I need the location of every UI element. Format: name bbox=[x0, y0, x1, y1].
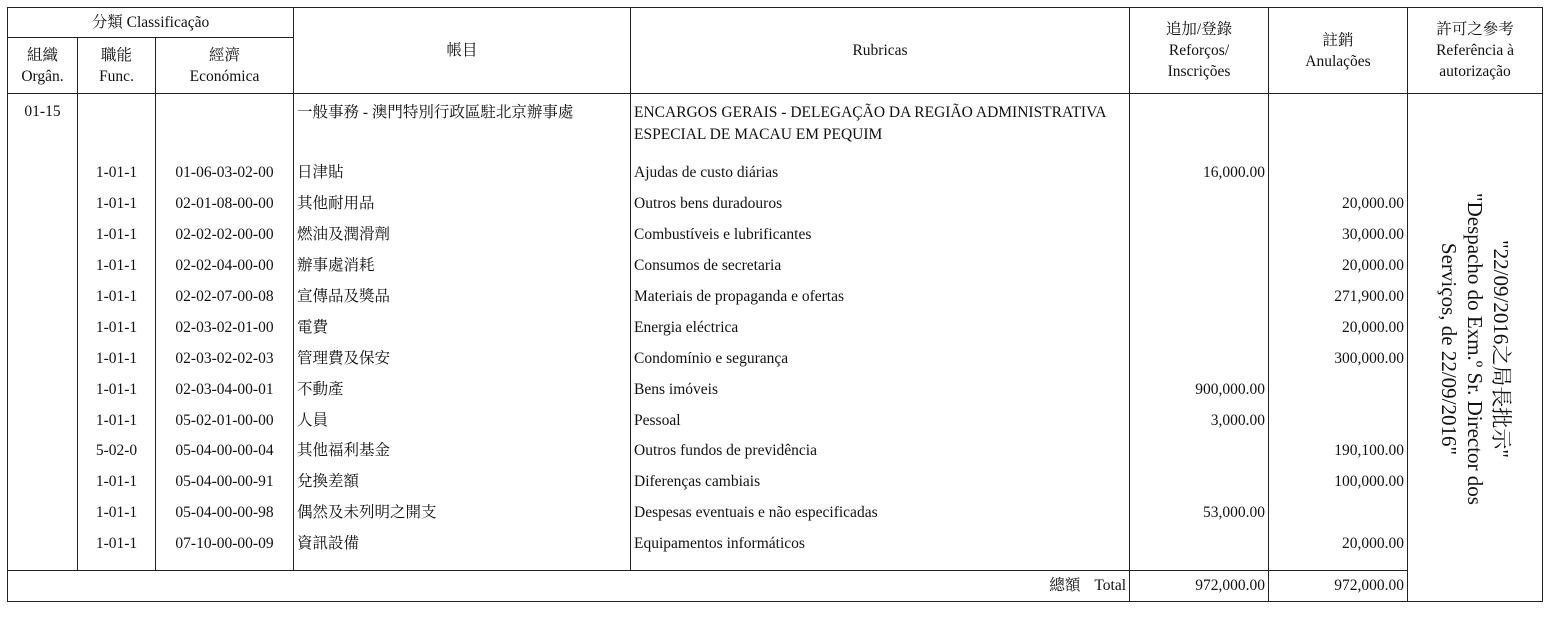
total-label bbox=[8, 570, 1130, 601]
eco-header-zh: 經濟 bbox=[209, 46, 241, 64]
anulacoes-header-pt: Anulações bbox=[1305, 52, 1371, 70]
row-reforcos bbox=[1130, 467, 1269, 498]
total-anulacoes: 972,000.00 bbox=[1269, 570, 1408, 601]
section-row bbox=[8, 94, 1543, 159]
row-anulacoes bbox=[1269, 498, 1408, 529]
row-zh: 不動產 bbox=[294, 374, 631, 405]
row-pt: Condomínio e segurança bbox=[631, 343, 1130, 374]
row-zh: 兌換差額 bbox=[294, 467, 631, 498]
table-row bbox=[8, 282, 1543, 313]
reference-header bbox=[1408, 8, 1543, 94]
row-pt: Consumos de secretaria bbox=[631, 251, 1130, 282]
row-reforcos bbox=[1130, 220, 1269, 251]
row-eco: 02-01-08-00-00 bbox=[156, 189, 294, 220]
row-eco: 02-03-02-02-03 bbox=[156, 343, 294, 374]
row-zh: 偶然及未列明之開支 bbox=[294, 498, 631, 529]
table-row bbox=[8, 374, 1543, 405]
row-reforcos bbox=[1130, 282, 1269, 313]
row-anulacoes: 100,000.00 bbox=[1269, 467, 1408, 498]
classification-header: 分類 Classificação bbox=[8, 8, 294, 38]
row-reforcos bbox=[1130, 312, 1269, 343]
reference-text bbox=[1436, 193, 1514, 505]
row-anulacoes bbox=[1269, 158, 1408, 189]
row-pt: Outros fundos de previdência bbox=[631, 436, 1130, 467]
organ-header bbox=[8, 38, 78, 94]
row-pt: Despesas eventuais e não especificadas bbox=[631, 498, 1130, 529]
row-pt: Outros bens duradouros bbox=[631, 189, 1130, 220]
row-eco: 05-04-00-00-91 bbox=[156, 467, 294, 498]
table-row bbox=[8, 220, 1543, 251]
total-label-pt: Total bbox=[1094, 576, 1127, 594]
row-eco: 02-03-04-00-01 bbox=[156, 374, 294, 405]
row-func: 1-01-1 bbox=[78, 529, 156, 570]
row-zh: 人員 bbox=[294, 405, 631, 436]
table-row bbox=[8, 467, 1543, 498]
table-row bbox=[8, 189, 1543, 220]
section-anulacoes bbox=[1269, 94, 1408, 159]
table-row bbox=[8, 343, 1543, 374]
row-reforcos bbox=[1130, 529, 1269, 570]
row-reforcos bbox=[1130, 251, 1269, 282]
row-eco: 07-10-00-00-09 bbox=[156, 529, 294, 570]
row-reforcos bbox=[1130, 189, 1269, 220]
eco-header bbox=[156, 38, 294, 94]
row-reforcos: 900,000.00 bbox=[1130, 374, 1269, 405]
row-eco: 02-02-04-00-00 bbox=[156, 251, 294, 282]
row-eco: 05-02-01-00-00 bbox=[156, 405, 294, 436]
row-func: 1-01-1 bbox=[78, 498, 156, 529]
row-func: 5-02-0 bbox=[78, 436, 156, 467]
func-header-zh: 職能 bbox=[100, 46, 132, 64]
row-func: 1-01-1 bbox=[78, 405, 156, 436]
anulacoes-header-zh: 註銷 bbox=[1322, 31, 1354, 49]
row-pt: Bens imóveis bbox=[631, 374, 1130, 405]
organ-header-zh: 組織 bbox=[26, 46, 58, 64]
table-row bbox=[8, 158, 1543, 189]
eco-header-pt: Económica bbox=[189, 67, 260, 85]
row-func: 1-01-1 bbox=[78, 189, 156, 220]
section-name-zh: 一般事務 - 澳門特別行政區駐北京辦事處 bbox=[294, 94, 631, 159]
reforcos-header-zh: 追加/登錄 bbox=[1165, 21, 1233, 38]
anulacoes-header bbox=[1269, 8, 1408, 94]
table-row bbox=[8, 436, 1543, 467]
row-zh: 宣傳品及獎品 bbox=[294, 282, 631, 313]
total-row bbox=[8, 570, 1543, 601]
row-anulacoes bbox=[1269, 405, 1408, 436]
row-zh: 其他福利基金 bbox=[294, 436, 631, 467]
row-zh: 辦事處消耗 bbox=[294, 251, 631, 282]
row-eco: 05-04-00-00-04 bbox=[156, 436, 294, 467]
row-reforcos bbox=[1130, 436, 1269, 467]
section-organ: 01-15 bbox=[8, 94, 78, 159]
row-reforcos: 3,000.00 bbox=[1130, 405, 1269, 436]
row-func: 1-01-1 bbox=[78, 220, 156, 251]
row-func: 1-01-1 bbox=[78, 282, 156, 313]
row-zh: 日津貼 bbox=[294, 158, 631, 189]
table-row bbox=[8, 529, 1543, 570]
section-name-pt: ENCARGOS GERAIS - DELEGAÇÃO DA REGIÃO ADMINISTRATIVA ESPECIAL DE MACAU EM PEQUIM bbox=[631, 94, 1130, 159]
rubricas-header: Rubricas bbox=[631, 8, 1130, 94]
row-reforcos bbox=[1130, 343, 1269, 374]
row-pt: Pessoal bbox=[631, 405, 1130, 436]
table-row bbox=[8, 312, 1543, 343]
row-anulacoes bbox=[1269, 374, 1408, 405]
row-reforcos: 16,000.00 bbox=[1130, 158, 1269, 189]
row-anulacoes: 190,100.00 bbox=[1269, 436, 1408, 467]
section-reforcos bbox=[1130, 94, 1269, 159]
row-eco: 02-02-02-00-00 bbox=[156, 220, 294, 251]
reforcos-header bbox=[1130, 8, 1269, 94]
row-anulacoes: 300,000.00 bbox=[1269, 343, 1408, 374]
row-func: 1-01-1 bbox=[78, 343, 156, 374]
reference-header-zh: 許可之參考 bbox=[1436, 21, 1514, 38]
row-zh: 燃油及潤滑劑 bbox=[294, 220, 631, 251]
func-header-pt: Func. bbox=[99, 67, 134, 85]
row-anulacoes: 20,000.00 bbox=[1269, 529, 1408, 570]
row-anulacoes: 271,900.00 bbox=[1269, 282, 1408, 313]
section-func bbox=[78, 94, 156, 159]
organ-header-pt: Orgân. bbox=[21, 67, 64, 85]
section-eco bbox=[156, 94, 294, 159]
row-pt: Energia eléctrica bbox=[631, 312, 1130, 343]
row-zh: 其他耐用品 bbox=[294, 189, 631, 220]
reforcos-header-pt1: Reforços/ bbox=[1168, 42, 1230, 59]
total-label-zh: 總額 bbox=[1049, 576, 1081, 594]
row-anulacoes: 20,000.00 bbox=[1269, 312, 1408, 343]
row-func: 1-01-1 bbox=[78, 158, 156, 189]
row-anulacoes: 30,000.00 bbox=[1269, 220, 1408, 251]
row-eco: 02-03-02-01-00 bbox=[156, 312, 294, 343]
func-header bbox=[78, 38, 156, 94]
row-reforcos: 53,000.00 bbox=[1130, 498, 1269, 529]
table-row bbox=[8, 498, 1543, 529]
reference-line-2: "Despacho do Exm.º Sr. Director dos bbox=[1463, 193, 1488, 505]
row-zh: 電費 bbox=[294, 312, 631, 343]
account-zh-header: 帳目 bbox=[294, 8, 631, 94]
reference-header-pt2: autorização bbox=[1439, 63, 1511, 80]
row-pt: Diferenças cambiais bbox=[631, 467, 1130, 498]
reference-cell bbox=[1408, 94, 1543, 602]
row-eco: 01-06-03-02-00 bbox=[156, 158, 294, 189]
row-pt: Materiais de propaganda e ofertas bbox=[631, 282, 1130, 313]
row-func: 1-01-1 bbox=[78, 467, 156, 498]
row-zh: 管理費及保安 bbox=[294, 343, 631, 374]
total-reforcos: 972,000.00 bbox=[1130, 570, 1269, 601]
row-func: 1-01-1 bbox=[78, 312, 156, 343]
row-pt: Ajudas de custo diárias bbox=[631, 158, 1130, 189]
reforcos-header-pt2: Inscrições bbox=[1167, 63, 1231, 80]
row-eco: 05-04-00-00-98 bbox=[156, 498, 294, 529]
table-row bbox=[8, 405, 1543, 436]
row-zh: 資訊設備 bbox=[294, 529, 631, 570]
reference-line-3: Serviços, de 22/09/2016" bbox=[1437, 242, 1462, 456]
row-anulacoes: 20,000.00 bbox=[1269, 189, 1408, 220]
row-pt: Combustíveis e lubrificantes bbox=[631, 220, 1130, 251]
budget-table bbox=[7, 7, 1543, 602]
row-func: 1-01-1 bbox=[78, 374, 156, 405]
reference-line-1: "22/09/2016之局長批示" bbox=[1489, 240, 1514, 458]
row-func: 1-01-1 bbox=[78, 251, 156, 282]
reference-header-pt1: Referência à bbox=[1436, 42, 1514, 59]
row-eco: 02-02-07-00-08 bbox=[156, 282, 294, 313]
row-pt: Equipamentos informáticos bbox=[631, 529, 1130, 570]
table-row bbox=[8, 251, 1543, 282]
row-anulacoes: 20,000.00 bbox=[1269, 251, 1408, 282]
